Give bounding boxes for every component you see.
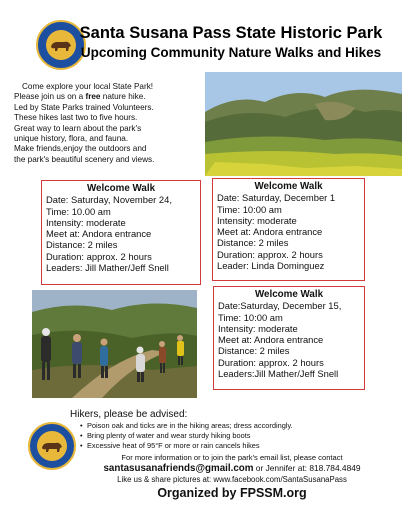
- walk-title: Welcome Walk: [254, 289, 324, 300]
- walk-card-dec-1: [212, 178, 365, 281]
- advisory-list: [80, 421, 293, 452]
- advisory-item: • Poison oak and ticks are in the hiking areas; dress accordingly.: [80, 421, 293, 431]
- organized-by: Organized by FPSSM.org: [157, 486, 307, 500]
- walk-date: Date:Saturday, December 15,: [218, 300, 342, 312]
- contact-info-line: For more information or to join the park's email list, please contact: [121, 453, 343, 462]
- walk-intensity: Intensity: moderate: [217, 214, 297, 226]
- page-subtitle: Upcoming Community Nature Walks and Hikes: [80, 45, 382, 60]
- walk-time: Time: 10:00 am: [217, 203, 282, 215]
- walk-distance: Distance: 2 miles: [46, 239, 118, 251]
- walk-date: Date: Saturday, December 1: [217, 192, 336, 204]
- page-title: Santa Susana Pass State Historic Park: [79, 24, 383, 42]
- walk-duration: Duration: approx. 2 hours: [218, 356, 324, 368]
- intro-line: Great way to learn about the park's: [14, 123, 142, 133]
- walk-intensity: Intensity: moderate: [46, 216, 126, 228]
- contact-email-link[interactable]: santasusanafriends@gmail.com: [103, 463, 254, 474]
- walk-meet: Meet at: Andora entrance: [46, 228, 152, 240]
- walk-meet: Meet at: Andora entrance: [217, 226, 323, 238]
- contact-email-line: [60, 463, 404, 474]
- walk-card-nov-24: [41, 180, 201, 285]
- walk-date: Date: Saturday, November 24,: [46, 194, 172, 206]
- walk-card-dec-15: [213, 286, 365, 390]
- intro-text: [14, 82, 199, 165]
- walk-intensity: Intensity: moderate: [218, 322, 298, 334]
- intro-line: Make friends,enjoy the outdoors and: [14, 144, 147, 154]
- hikers-on-trail-photo: [32, 290, 197, 398]
- walk-distance: Distance: 2 miles: [218, 345, 290, 357]
- intro-line: the park's beautiful scenery and views.: [14, 154, 155, 164]
- intro-line: Please join us on a free nature hike.: [14, 92, 146, 102]
- walk-title: Welcome Walk: [86, 183, 156, 194]
- walk-duration: Duration: approx. 2 hours: [46, 250, 152, 262]
- intro-line: These hikes last two to five hours.: [14, 113, 138, 123]
- advisory-title: Hikers, please be advised:: [70, 409, 188, 420]
- facebook-line: Like us & share pictures at: www.facebook.com/SantaSusanaPass: [117, 475, 347, 484]
- walk-duration: Duration: approx. 2 hours: [217, 248, 323, 260]
- intro-line: unique history, flora, and fauna.: [14, 134, 129, 144]
- intro-line: Come explore your local State Park!: [22, 82, 154, 91]
- intro-line: Led by State Parks trained Volunteers.: [14, 102, 154, 112]
- advisory-item: • Bring plenty of water and wear sturdy hiking boots: [80, 431, 293, 441]
- walk-meet: Meet at: Andora entrance: [218, 334, 324, 346]
- walk-time: Time: 10.00 am: [46, 205, 111, 217]
- walk-title: Welcome Walk: [254, 181, 323, 192]
- walk-leaders: Leaders: Jill Mather/Jeff Snell: [46, 262, 169, 274]
- walk-time: Time: 10:00 am: [218, 311, 283, 323]
- park-landscape-photo: [205, 72, 402, 176]
- walk-distance: Distance: 2 miles: [217, 237, 289, 249]
- advisory-item: • Excessive heat of 95°F or more or rain cancels hikes: [80, 441, 293, 451]
- walk-leaders: Leaders:Jill Mather/Jeff Snell: [218, 368, 339, 380]
- walk-leaders: Leader: Linda Dominguez: [217, 260, 325, 272]
- contact-phone: or Jennifer at: 818.784.4849: [253, 463, 361, 473]
